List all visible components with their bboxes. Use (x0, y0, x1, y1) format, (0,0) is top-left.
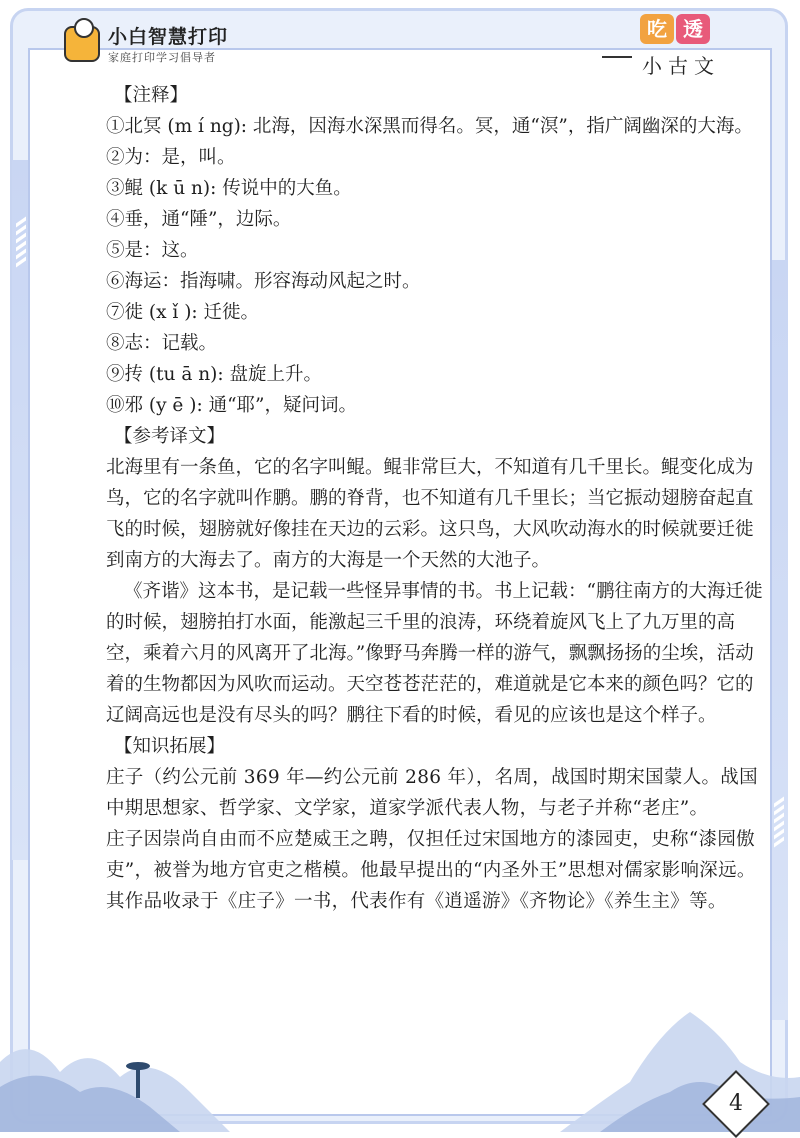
note-item: ⑦徙 (x ǐ ): 迁徙。 (106, 302, 260, 323)
knowledge-paragraph: 庄子（约公元前 369 年—约公元前 286 年），名周，战国时期宋国蒙人。战国中期思想家、哲学家、文学家，道家学派代表人物，与老子并称“老庄”。 (106, 767, 758, 819)
printer-mascot-icon (64, 26, 100, 62)
logo-title: 小白智慧打印 (108, 26, 229, 48)
notes-heading: 【注释】 (114, 85, 189, 106)
page-number: 4 (729, 1091, 743, 1116)
note-item: ③鲲 (k ū n): 传说中的大鱼。 (106, 178, 352, 199)
series-subtitle: 小古文 (642, 54, 720, 78)
right-decorative-band (770, 260, 788, 1020)
note-item: ②为：是，叫。 (106, 147, 236, 168)
note-item: ①北冥 (m í ng): 北海，因海水深黑而得名。冥，通“溟”，指广阔幽深的大海。 (106, 116, 753, 137)
mountain-landscape-illustration (0, 992, 800, 1132)
note-item: ⑧志：记载。 (106, 333, 218, 354)
page-content (106, 80, 766, 917)
translation-paragraph: 《齐谐》这本书，是记载一些怪异事情的书。书上记载：“鹏往南方的大海迁徙的时候，翅膀拍打水面，能激起三千里的浪涛，环绕着旋风飞上了九万里的高空，乘着六月的风离开了北海。”像野马奔腾一样的游气，飘飘扬扬的尘埃，活动着的生物都因为风吹而运动。天空苍苍茫茫的，难道就是它本来的颜色吗？它的辽阔高远也是没有尽头的吗？鹏往下看的时候，看见的应该也是这个样子。 (106, 581, 763, 726)
right-stripes (774, 800, 784, 844)
note-item: ④垂，通“陲”，边际。 (106, 209, 292, 230)
note-item: ⑩邪 (y ē ): 通“耶”，疑问词。 (106, 395, 358, 416)
translation-heading: 【参考译文】 (114, 426, 226, 447)
series-badge (618, 14, 738, 76)
logo-subtitle: 家庭打印学习倡导者 (108, 51, 216, 64)
series-char-1: 吃 (640, 14, 674, 44)
knowledge-heading: 【知识拓展】 (114, 736, 226, 757)
note-item: ⑤是：这。 (106, 240, 199, 261)
knowledge-paragraph: 庄子因崇尚自由而不应楚威王之聘，仅担任过宋国地方的漆园吏，史称“漆园傲吏”，被誉为地方官吏之楷模。他最早提出的“内圣外王”思想对儒家影响深远。其作品收录于《庄子》一书，代表作有《逍遥游》《齐物论》《养生主》等。 (106, 829, 756, 912)
brand-logo (64, 22, 228, 65)
note-item: ⑥海运：指海啸。形容海动风起之时。 (106, 271, 421, 292)
series-char-2: 透 (676, 14, 710, 44)
series-decor-line (602, 56, 632, 58)
note-item: ⑨抟 (tu ā n): 盘旋上升。 (106, 364, 322, 385)
translation-paragraph: 北海里有一条鱼，它的名字叫鲲。鲲非常巨大，不知道有几千里长。鲲变化成为鸟，它的名字就叫作鹏。鹏的脊背，也不知道有几千里长；当它振动翅膀奋起直飞的时候，翅膀就好像挂在天边的云彩。这只鸟，大风吹动海水的时候就要迁徙到南方的大海去了。南方的大海是一个天然的大池子。 (106, 457, 754, 571)
left-stripes (16, 220, 26, 264)
